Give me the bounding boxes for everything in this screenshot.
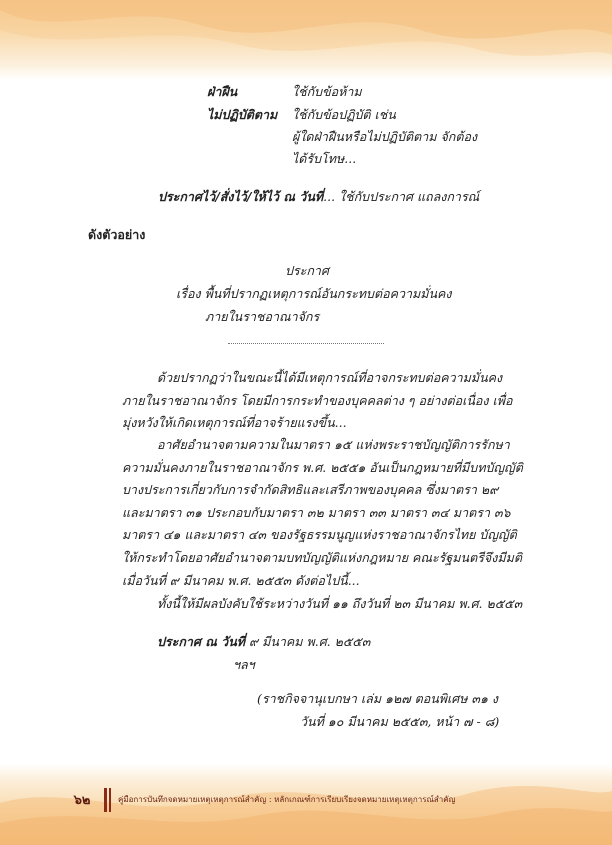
definition-meaning: ใช้กับข้อปฏิบัติ เช่น [292, 107, 396, 122]
announce-line-rest: ... ใช้กับประกาศ แถลงการณ์ [323, 189, 480, 204]
gazette-reference: (ราชกิจจานุเบกษา เล่ม ๑๒๗ ตอนพิเศษ ๓๑ ง [257, 691, 498, 706]
gazette-reference: วันที่ ๑๐ มีนาคม ๒๕๕๓, หน้า ๗ - ๘) [300, 714, 500, 729]
footer-divider [104, 788, 107, 812]
footer-divider [109, 788, 111, 812]
definition-term: ไม่ปฏิบัติตาม [207, 107, 278, 122]
notice-date [157, 634, 370, 650]
announce-line [158, 189, 479, 205]
definition-meaning: ผู้ใดฝ่าฝืนหรือไม่ปฏิบัติตาม จักต้อง [292, 129, 478, 144]
notice-subject: ภายในราชอาณาจักร [205, 309, 320, 324]
notice-body-line: อาศัยอำนาจตามความในมาตรา ๑๕ แห่งพระราชบัญญัติการรักษา [157, 437, 510, 452]
notice-body-line: เมื่อวันที่ ๙ มีนาคม พ.ศ. ๒๕๕๓ ดังต่อไปนี้... [122, 573, 360, 588]
notice-body-line: ให้กระทำโดยอาศัยอำนาจตามบทบัญญัติแห่งกฎหมาย คณะรัฐมนตรีจึงมีมติ [122, 550, 522, 565]
footer-title: คู่มือการบันทึกจดหมายเหตุเหตุการณ์สำคัญ : หลักเกณฑ์การเรียบเรียงจดหมายเหตุเหตุการณ์สำคัญ [118, 795, 456, 804]
definition-term: ฝ่าฝืน [207, 84, 238, 99]
dotted-divider [228, 343, 384, 344]
notice-body-line: และมาตรา ๓๑ ประกอบกับมาตรา ๓๒ มาตรา ๓๓ มาตรา ๓๔ มาตรา ๓๖ [122, 505, 511, 520]
example-heading: ดังตัวอย่าง [88, 227, 146, 242]
definition-meaning: ได้รับโทษ... [292, 151, 357, 166]
header-decoration-band [0, 0, 612, 80]
notice-body-line: ทั้งนี้ให้มีผลบังคับใช้ระหว่างวันที่ ๑๑ ถึงวันที่ ๒๓ มีนาคม พ.ศ. ๒๕๕๓ [157, 596, 523, 611]
notice-date-rest: ๙ มีนาคม พ.ศ. ๒๕๕๓ [245, 634, 371, 649]
page-number: ๖๒ [73, 793, 91, 808]
notice-title: ประกาศ [285, 263, 329, 278]
notice-body-line: มุ่งหวังให้เกิดเหตุการณ์ที่อาจร้ายแรงขึ้น... [122, 415, 347, 430]
notice-sign: ฯลฯ [233, 657, 255, 672]
notice-body-line: ด้วยปรากฏว่าในขณะนี้ได้มีเหตุการณ์ที่อาจกระทบต่อความมั่นคง [157, 370, 503, 385]
notice-body-line: บางประการเกี่ยวกับการจำกัดสิทธิและเสรีภาพของบุคคล ซึ่งมาตรา ๒๙ [122, 482, 499, 497]
notice-subject: เรื่อง พื้นที่ปรากฏเหตุการณ์อันกระทบต่อความมั่นคง [176, 286, 452, 301]
notice-body-line: ความมั่นคงภายในราชอาณาจักร พ.ศ. ๒๕๕๑ อันเป็นกฎหมายที่มีบทบัญญัติ [122, 460, 523, 475]
notice-body-line: ภายในราชอาณาจักร โดยมีการกระทำของบุคคลต่าง ๆ อย่างต่อเนื่อง เพื่อ [122, 393, 513, 408]
definition-meaning: ใช้กับข้อห้าม [292, 84, 362, 99]
announce-line-bold: ประกาศไว้/สั่งไว้/ให้ไว้ ณ วันที่ [158, 189, 324, 204]
notice-date-bold: ประกาศ ณ วันที่ [157, 634, 245, 649]
notice-body-line: มาตรา ๔๑ และมาตรา ๔๓ ของรัฐธรรมนูญแห่งราชอาณาจักรไทย บัญญัติ [122, 527, 517, 542]
